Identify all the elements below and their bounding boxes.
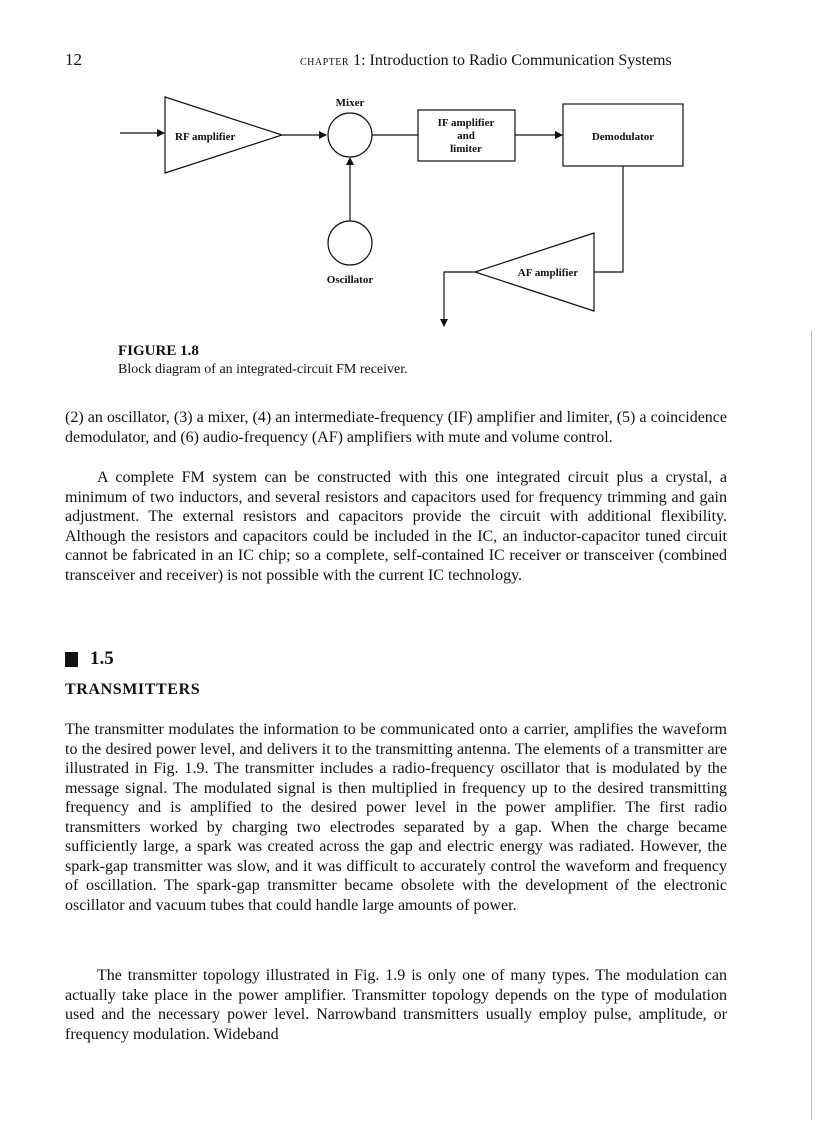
if-amplifier-label-line3: limiter: [450, 143, 482, 155]
demodulator-label: Demodulator: [591, 131, 655, 143]
if-amplifier-label-line1: IF amplifier: [437, 117, 495, 129]
section-square-icon: [65, 652, 78, 667]
running-head-title: 1: Introduction to Radio Communication Systems: [349, 52, 672, 69]
mixer-label: Mixer: [335, 97, 365, 109]
paragraph-transmitter-intro: The transmitter modulates the information to be communicated onto a carrier, amplifies the waveform to the desired power level, and delivers it to the transmitting antenna. The elements of a transmitter are illustrated in Fig. 1.9. The transmitter includes a radio-frequency oscillator that is modulated by the message signal. The modulated signal is then multiplied in frequency up to the desired transmitting frequency and is amplified to the desired power level in the power amplifier. The first radio transmitters worked by charging two electrodes separated by a gap. When the charge became sufficiently large, a spark was created across the gap and electric energy was radiated. However, the spark-gap transmitter was slow, and it was difficult to accurately control the waveform and frequency of oscillation. The spark-gap transmitter became obsolete with the development of the electronic oscillator and vacuum tubes that could handle large amounts of power.: [65, 721, 727, 914]
oscillator-label: Oscillator: [326, 274, 374, 286]
rf-amplifier-label: RF amplifier: [175, 131, 236, 143]
section-heading: [65, 648, 114, 670]
running-head-chapter-word: chapter: [300, 54, 350, 69]
if-amplifier-label-line2: and: [457, 130, 475, 142]
fm-receiver-block-diagram: [0, 0, 816, 340]
paragraph-fm-system: A complete FM system can be constructed with this one integrated circuit plus a crystal, a minimum of two inductors, and several resistors and capacitors used for frequency trimming and gain adjustment. The external resistors and capacitors provide the circuit with additional flexibility. Although the resistors and capacitors could be included in the IC, an inductor-capacitor tuned circuit cannot be fabricated in an IC chip; so a complete, self-contained IC receiver or transceiver (combined transceiver and receiver) is not possible with the current IC technology.: [65, 469, 727, 584]
mixer-block: [328, 113, 372, 157]
section-title: TRANSMITTERS: [65, 681, 201, 698]
page-edge-rule: [811, 330, 812, 1120]
page-number: 12: [65, 50, 82, 69]
figure-caption-title: FIGURE 1.8: [118, 343, 199, 359]
af-amplifier-label: AF amplifier: [517, 267, 579, 279]
oscillator-block: [328, 221, 372, 265]
paragraph-receiver-list: (2) an oscillator, (3) a mixer, (4) an intermediate-frequency (IF) amplifier and limiter, (5) a coincidence demodulator, and (6) audio-frequency (AF) amplifiers with mute and volume control.: [65, 409, 727, 446]
paragraph-transmitter-topology: The transmitter topology illustrated in Fig. 1.9 is only one of many types. The modulation can actually take place in the power amplifier. Transmitter topology depends on the type of modulation used and the necessary power level. Narrowband transmitters usually employ pulse, amplitude, or frequency modulation. Wideband: [65, 967, 727, 1043]
section-number: 1.5: [90, 648, 114, 669]
af-output-line: [444, 272, 475, 326]
figure-caption: [118, 343, 408, 378]
demodulator-to-af-line: [594, 166, 623, 272]
figure-caption-text: Block diagram of an integrated-circuit FM receiver.: [118, 362, 408, 377]
